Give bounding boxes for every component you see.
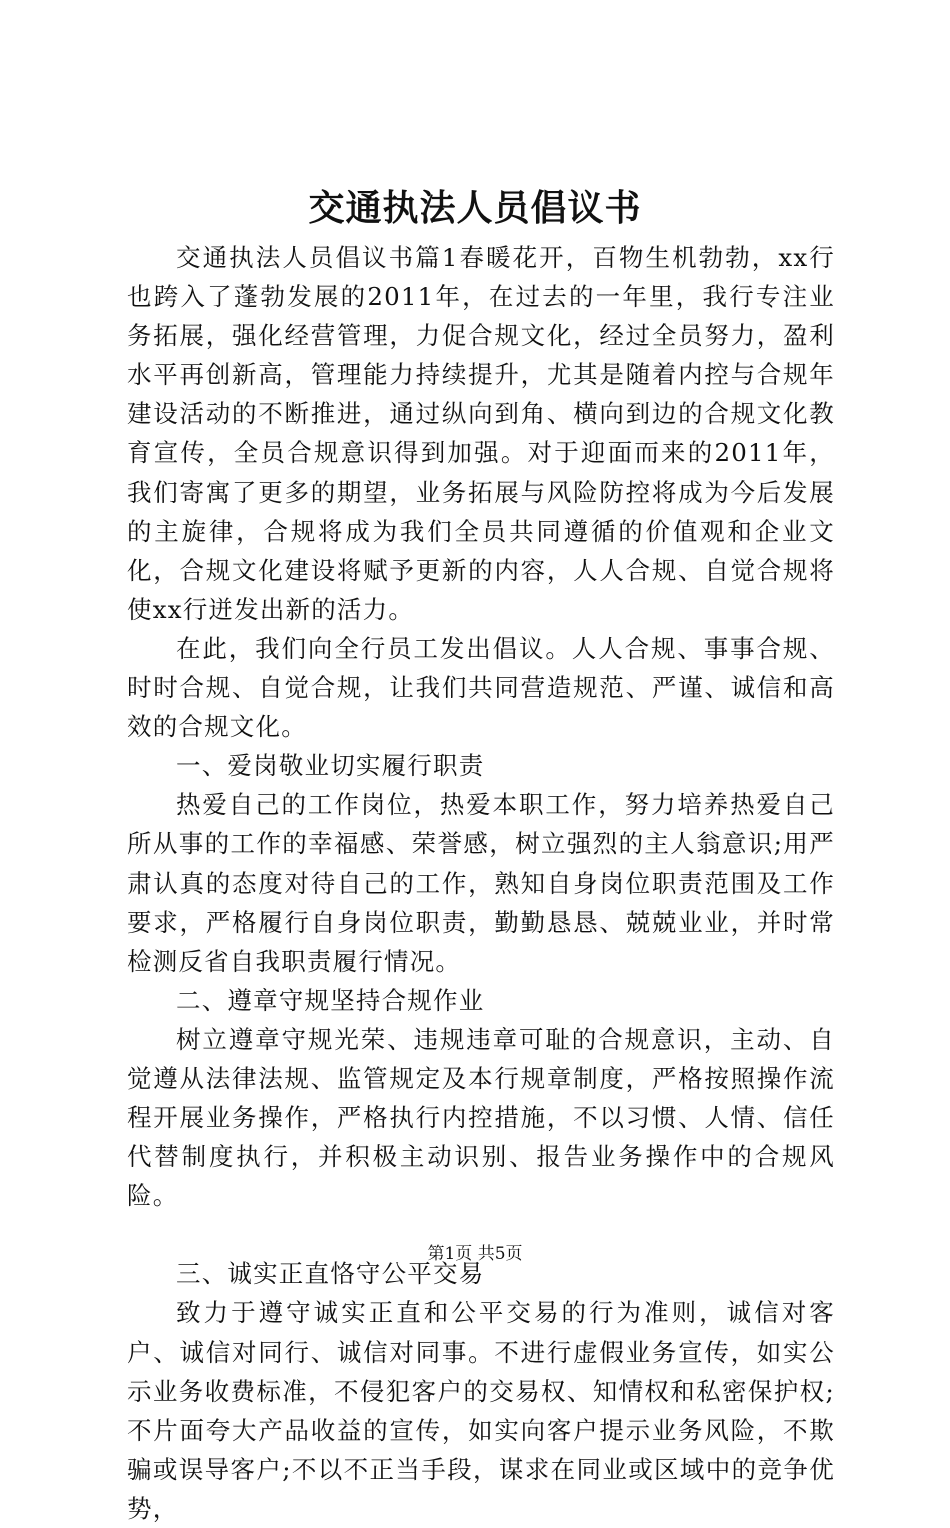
section-1-paragraph: 热爱自己的工作岗位，热爱本职工作，努力培养热爱自己所从事的工作的幸福感、荣誉感，树立强烈的主人翁意识;用严肃认真的态度对待自己的工作，熟知自身岗位职责范围及工作要求，严格履行自身岗位职责，勤勤恳恳、兢兢业业，并时常检测反省自我职责履行情况。 bbox=[127, 790, 835, 976]
proposal-paragraph: 在此，我们向全行员工发出倡议。人人合规、事事合规、时时合规、自觉合规，让我们共同营造规范、严谨、诚信和高效的合规文化。 bbox=[127, 633, 835, 742]
document-title: 交通执法人员倡议书 bbox=[308, 187, 642, 229]
section-2-paragraph: 树立遵章守规光荣、违规违章可耻的合规意识，主动、自觉遵从法律法规、监管规定及本行规章制度，严格按照操作流程开展业务操作，严格执行内控措施，不以习惯、人情、信任代替制度执行，并积极主动识别、报告业务操作中的合规风险。 bbox=[127, 1024, 835, 1211]
intro-paragraph: 交通执法人员倡议书篇1春暖花开，百物生机勃勃，xx行也跨入了蓬勃发展的2011年，在过去的一年里，我行专注业务拓展，强化经营管理，力促合规文化，经过全员努力，盈利水平再创新高，管理能力持续提升，尤其是随着内控与合规年建设活动的不断推进，通过纵向到角、横向到边的合规文化教育宣传，全员合规意识得到加强。对于迎面而来的2011年，我们寄寓了更多的期望，业务拓展与风险防控将成为今后发展的主旋律，合规将成为我们全员共同遵循的价值观和企业文化，合规文化建设将赋予更新的内容，人人合规、自觉合规将使xx行迸发出新的活力。 bbox=[127, 243, 835, 624]
page-number-footer: 第1页 共5页 bbox=[427, 1244, 523, 1264]
section-3-heading: 三、诚实正直恪守公平交易 bbox=[176, 1259, 485, 1289]
document-body bbox=[127, 238, 835, 1528]
section-2-heading: 二、遵章守规坚持合规作业 bbox=[176, 985, 485, 1015]
section-3-paragraph: 致力于遵守诚实正直和公平交易的行为准则，诚信对客户、诚信对同行、诚信对同事。不进行虚假业务宣传，如实公示业务收费标准，不侵犯客户的交易权、知情权和私密保护权;不片面夸大产品收益的宣传，如实向客户提示业务风险，不欺骗或误导客户;不以不正当手段，谋求在同业或区域中的竞争优势， bbox=[127, 1298, 835, 1523]
section-1-heading: 一、爱岗敬业切实履行职责 bbox=[176, 751, 485, 781]
